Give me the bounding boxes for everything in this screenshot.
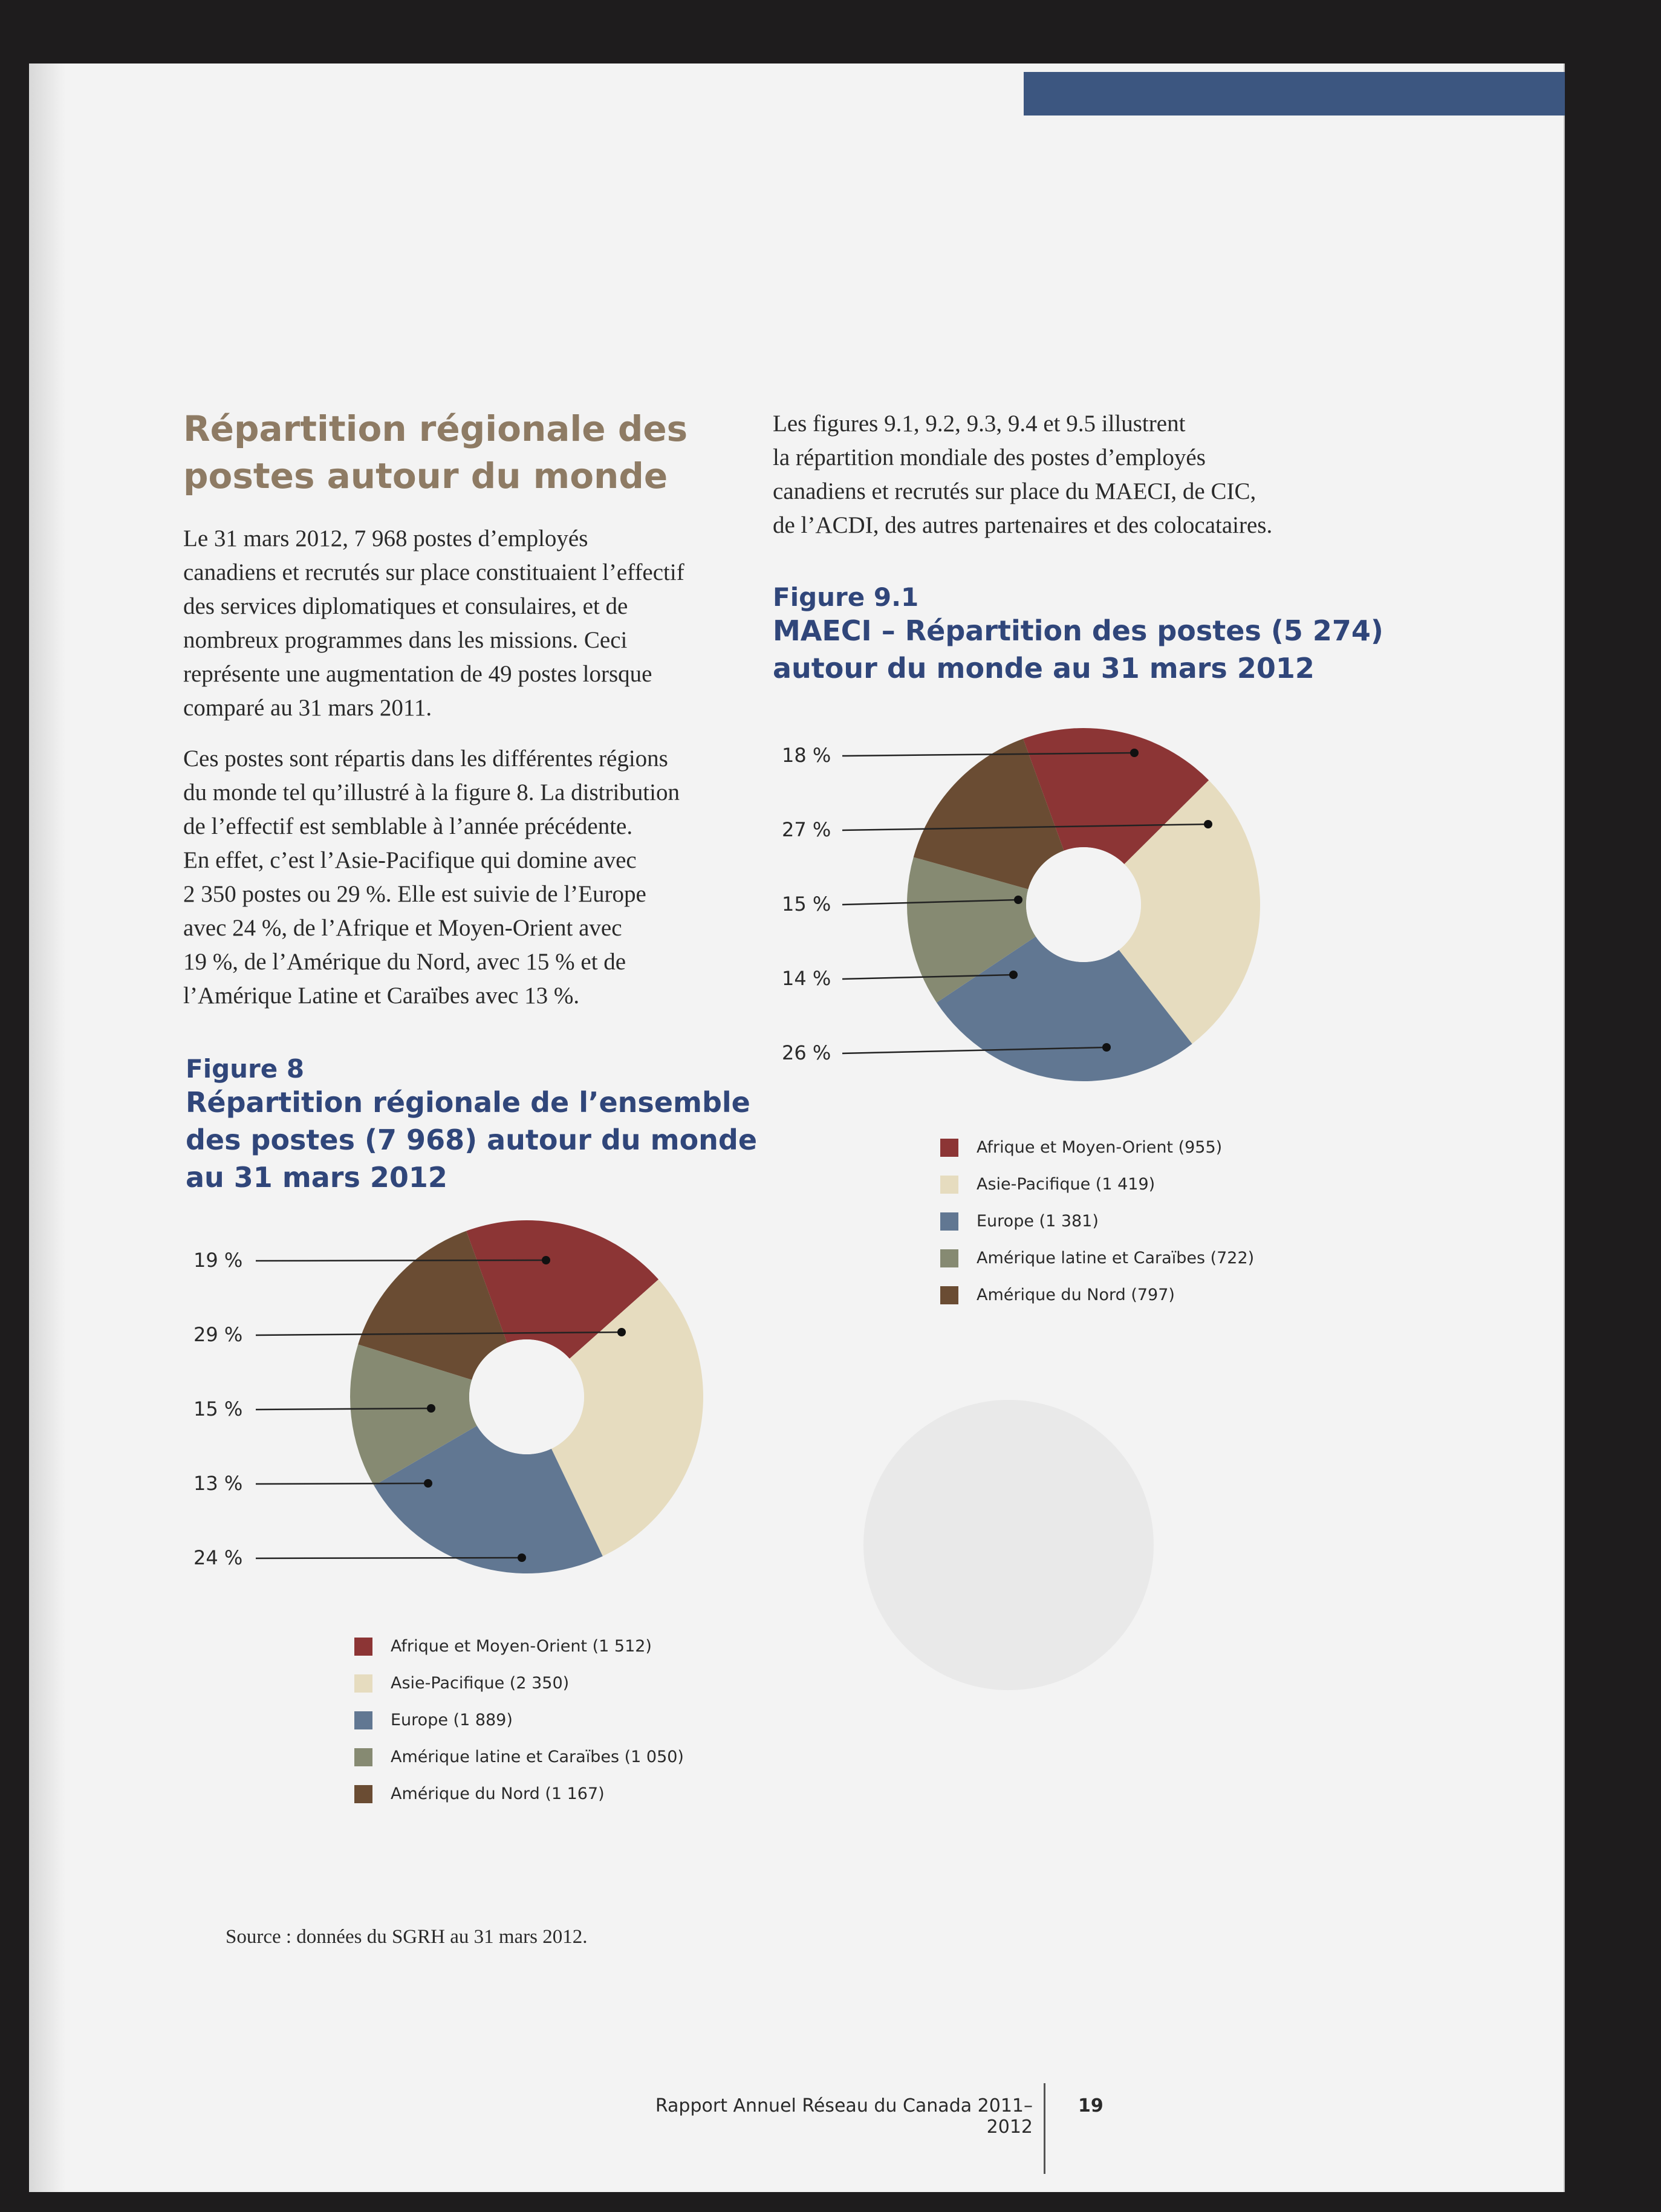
leader-line: [256, 1260, 546, 1261]
text-line: avec 24 %, de l’Afrique et Moyen-Orient avec: [183, 915, 622, 941]
source-note: Source : données du SGRH au 31 mars 2012.: [226, 1926, 588, 1948]
legend-item: [940, 1212, 1099, 1231]
legend-label: Amérique latine et Caraïbes (722): [977, 1249, 1255, 1267]
legend-label: Amérique du Nord (797): [977, 1286, 1175, 1304]
legend-swatch: [354, 1674, 372, 1693]
legend-item: [354, 1711, 513, 1729]
text-line: représente une augmentation de 49 postes lorsque: [183, 661, 652, 687]
legend-swatch: [354, 1638, 372, 1656]
text-line: comparé au 31 mars 2011.: [183, 695, 432, 721]
intro-paragraph: [183, 522, 788, 725]
leader-dot: [1014, 896, 1022, 904]
page-number: 19: [1078, 2095, 1104, 2116]
distribution-paragraph: [183, 742, 788, 1013]
report-page: [29, 63, 1565, 2192]
text-line: En effet, c’est l’Asie-Pacifique qui domine avec: [183, 847, 637, 873]
figure-title-line: autour du monde au 31 mars 2012: [773, 652, 1315, 685]
donut-hole: [469, 1339, 584, 1454]
donut-slice-asia: [551, 1280, 703, 1557]
footer-divider: [1044, 2083, 1045, 2174]
text-line: l’Amérique Latine et Caraïbes avec 13 %.: [183, 983, 580, 1009]
percent-label: 29 %: [193, 1323, 243, 1346]
text-line: 2 350 postes ou 29 %. Elle est suivie de l’Europe: [183, 881, 646, 907]
figure-title-line: Répartition régionale de l’ensemble: [186, 1086, 750, 1119]
text-line: Le 31 mars 2012, 7 968 postes d’employés: [183, 525, 588, 551]
text-line: de l’ACDI, des autres partenaires et des colocataires.: [773, 512, 1273, 538]
figures-intro-paragraph: [773, 407, 1377, 542]
leader-line: [842, 900, 1018, 905]
donut-slice-namerica: [914, 739, 1064, 890]
leader-dot: [542, 1256, 550, 1264]
donut-slice-europe: [374, 1426, 603, 1573]
legend-item: [354, 1748, 684, 1766]
legend-item: [940, 1175, 1155, 1194]
legend-swatch: [354, 1711, 372, 1729]
leader-dot: [1130, 749, 1139, 757]
leader-dot: [1009, 971, 1018, 979]
leader-dot: [427, 1404, 435, 1413]
figure-number: Figure 8: [186, 1054, 305, 1084]
text-line: Ces postes sont répartis dans les différentes régions: [183, 746, 668, 772]
heading-line: Répartition régionale des: [183, 408, 688, 449]
figure-number: Figure 9.1: [773, 582, 919, 612]
bleed-through-donut: [863, 1400, 1154, 1690]
legend-swatch: [354, 1785, 372, 1803]
text-line: 19 %, de l’Amérique du Nord, avec 15 % et de: [183, 949, 626, 975]
percent-label: 26 %: [782, 1041, 831, 1064]
text-line: Les figures 9.1, 9.2, 9.3, 9.4 et 9.5 illustrent: [773, 411, 1186, 437]
figure-9-1-caption: [773, 582, 1438, 687]
leader-line: [842, 824, 1208, 830]
section-heading: [183, 405, 727, 499]
leader-line: [256, 1483, 428, 1484]
leader-dot: [1204, 820, 1212, 828]
legend-label: Europe (1 889): [391, 1711, 513, 1729]
legend-label: Europe (1 381): [977, 1212, 1099, 1231]
heading-line: postes autour du monde: [183, 455, 668, 496]
legend-label: Afrique et Moyen-Orient (1 512): [391, 1637, 652, 1656]
legend-swatch: [940, 1212, 958, 1231]
legend-label: Asie-Pacifique (1 419): [977, 1175, 1156, 1194]
leader-dot: [518, 1553, 526, 1562]
text-line: du monde tel qu’illustré à la figure 8. La distribution: [183, 779, 680, 805]
figure-title-line: MAECI – Répartition des postes (5 274): [773, 614, 1383, 647]
donut-slice-asia: [1119, 780, 1260, 1044]
donut-slice-africa: [466, 1220, 658, 1359]
legend-swatch: [940, 1286, 958, 1304]
percent-label: 24 %: [193, 1546, 243, 1569]
percent-label: 19 %: [193, 1249, 243, 1272]
legend-swatch: [940, 1249, 958, 1267]
donut-slice-europe: [937, 937, 1192, 1081]
legend-label: Amérique du Nord (1 167): [391, 1784, 605, 1803]
legend-item: [354, 1784, 605, 1803]
leader-dot: [1102, 1043, 1111, 1052]
figure-8-caption: [186, 1054, 790, 1196]
donut-hole: [1026, 847, 1141, 962]
text-line: canadiens et recrutés sur place du MAECI, de CIC,: [773, 478, 1256, 504]
page-gutter-shadow: [29, 63, 65, 2192]
donut-slice-namerica: [358, 1231, 507, 1380]
figure-title-line: des postes (7 968) autour du monde: [186, 1124, 758, 1156]
leader-line: [256, 1408, 431, 1410]
percent-label: 15 %: [193, 1397, 243, 1420]
legend-label: Afrique et Moyen-Orient (955): [977, 1138, 1223, 1157]
text-line: nombreux programmes dans les missions. Ceci: [183, 627, 628, 653]
text-line: la répartition mondiale des postes d’employés: [773, 444, 1206, 470]
legend-swatch: [940, 1176, 958, 1194]
legend-swatch: [940, 1139, 958, 1157]
legend-swatch: [354, 1748, 372, 1766]
legend-item: [940, 1286, 1175, 1304]
donut-slice-latam: [350, 1344, 477, 1485]
legend-label: Asie-Pacifique (2 350): [391, 1674, 570, 1693]
text-line: des services diplomatiques et consulaires, et de: [183, 593, 628, 619]
leader-dot: [424, 1479, 432, 1488]
legend-item: [354, 1637, 652, 1656]
percent-label: 18 %: [782, 744, 831, 767]
legend-item: [940, 1138, 1222, 1157]
text-line: de l’effectif est semblable à l’année précédente.: [183, 813, 633, 839]
percent-label: 15 %: [782, 893, 831, 916]
donut-slice-latam: [907, 857, 1036, 1002]
legend-item: [940, 1249, 1254, 1267]
leader-line: [256, 1332, 622, 1335]
text-line: canadiens et recrutés sur place constituaient l’effectif: [183, 559, 684, 585]
percent-label: 27 %: [782, 818, 831, 841]
percent-label: 13 %: [193, 1472, 243, 1495]
percent-label: 14 %: [782, 967, 831, 990]
footer-report-title: Rapport Annuel Réseau du Canada 2011–2012: [655, 2095, 1033, 2138]
header-color-bar: [1024, 72, 1565, 115]
leader-line: [842, 753, 1134, 756]
leader-line: [842, 975, 1013, 979]
donut-slice-africa: [1023, 728, 1209, 864]
leader-dot: [617, 1328, 626, 1336]
leader-line: [842, 1047, 1107, 1053]
legend-item: [354, 1674, 569, 1693]
figure-title-line: au 31 mars 2012: [186, 1161, 447, 1194]
page-edge: [1564, 63, 1565, 2192]
legend-label: Amérique latine et Caraïbes (1 050): [391, 1748, 684, 1766]
